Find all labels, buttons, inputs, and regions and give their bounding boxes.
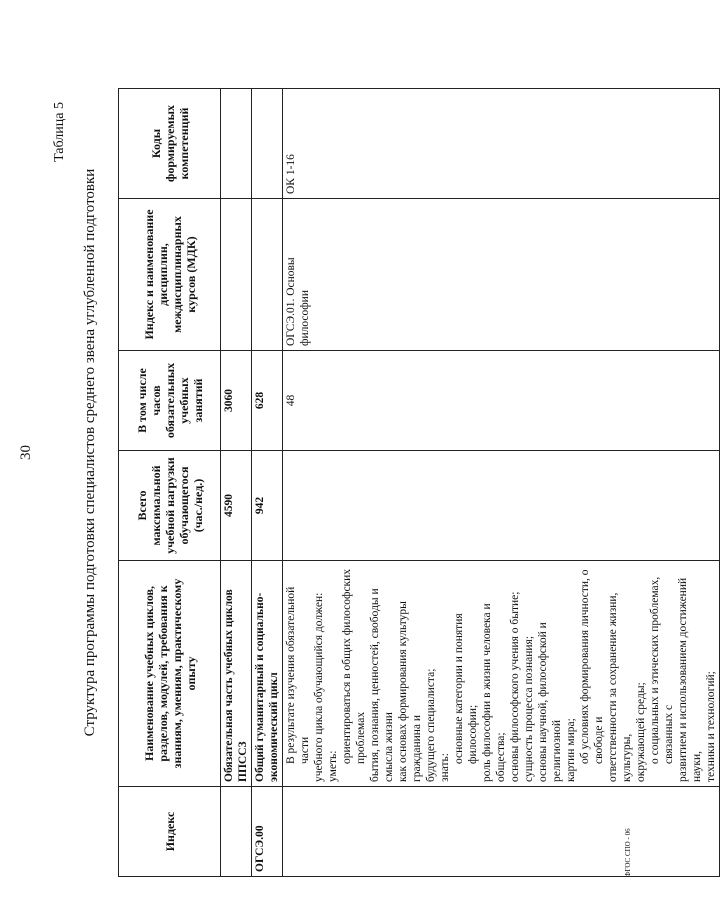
detail-line: сущность процесса познания;	[523, 635, 535, 782]
detail-text	[283, 561, 720, 787]
row-ogse	[252, 89, 283, 877]
header-discipline: Индекс и наименование дисциплин, междисциплинарных курсов (МДК)	[119, 199, 221, 351]
detail-discipline: ОГСЭ.01. Основы философии	[283, 199, 720, 351]
detail-line: картин мира;	[565, 718, 577, 782]
detail-line: основы научной, философской и религиозной	[537, 622, 563, 782]
table-caption: Структура программы подготовки специалистов среднего звена углубленной подготовки	[82, 168, 98, 737]
detail-line: о социальных и этических проблемах, связанных с	[649, 576, 675, 764]
detail-codes: ОК 1-16	[283, 89, 720, 199]
header-incl: В том числе часов обязательных учебных занятий	[119, 351, 221, 451]
mandatory-incl: 3060	[221, 351, 252, 451]
ogse-name: Общий гуманитарный и социально-экономический цикл	[252, 561, 283, 787]
mandatory-name: Обязательная часть учебных циклов ППССЗ	[221, 561, 252, 787]
header-name: Наименование учебных циклов, разделов, модулей, требования к знаниям, умениям, практическому опыту	[119, 561, 221, 787]
detail-line: техники и технологий;	[705, 671, 717, 782]
curriculum-table	[118, 88, 720, 877]
table-label: Таблица 5	[52, 102, 67, 162]
ogse-index: ОГСЭ.00	[252, 787, 283, 877]
detail-line: как основах формирования культуры гражданина и	[397, 601, 423, 782]
ogse-incl: 628	[252, 351, 283, 451]
row-mandatory	[221, 89, 252, 877]
detail-line: уметь:	[327, 750, 339, 782]
detail-line: роль философии в жизни человека и общества;	[481, 603, 507, 782]
mandatory-total: 4590	[221, 451, 252, 561]
detail-line: бытия, познания, ценностей, свободы и смысла жизни	[369, 588, 395, 782]
detail-line: учебного цикла обучающийся должен:	[313, 592, 325, 782]
header-total: Всего максимальной учебной нагрузки обучающегося (час./нед.)	[119, 451, 221, 561]
header-row	[119, 89, 221, 877]
detail-line: об условиях формирования личности, о свободе и	[579, 569, 605, 764]
row-detail	[283, 89, 720, 877]
detail-line: В результате изучения обязательной части	[285, 586, 311, 764]
detail-line: будущего специалиста;	[425, 668, 437, 782]
footer-code: ФГОС СПО - 06	[624, 828, 632, 877]
detail-incl: 48	[283, 351, 720, 451]
header-index: Индекс	[119, 787, 221, 877]
detail-line: основные категории и понятия философии;	[453, 613, 479, 764]
detail-line: ориентироваться в общих философских проблемах	[341, 568, 367, 764]
detail-line: развитием и использованием достижений науки,	[677, 577, 703, 782]
detail-line: окружающей среды;	[635, 682, 647, 782]
detail-line: основы философского учения о бытие;	[509, 591, 521, 782]
detail-line: знать:	[439, 753, 451, 782]
ogse-total: 942	[252, 451, 283, 561]
detail-line: ответственности за сохранение жизни, культуры,	[607, 592, 633, 782]
page-number: 30	[18, 445, 34, 460]
header-codes: Коды формируемых компетенций	[119, 89, 221, 199]
